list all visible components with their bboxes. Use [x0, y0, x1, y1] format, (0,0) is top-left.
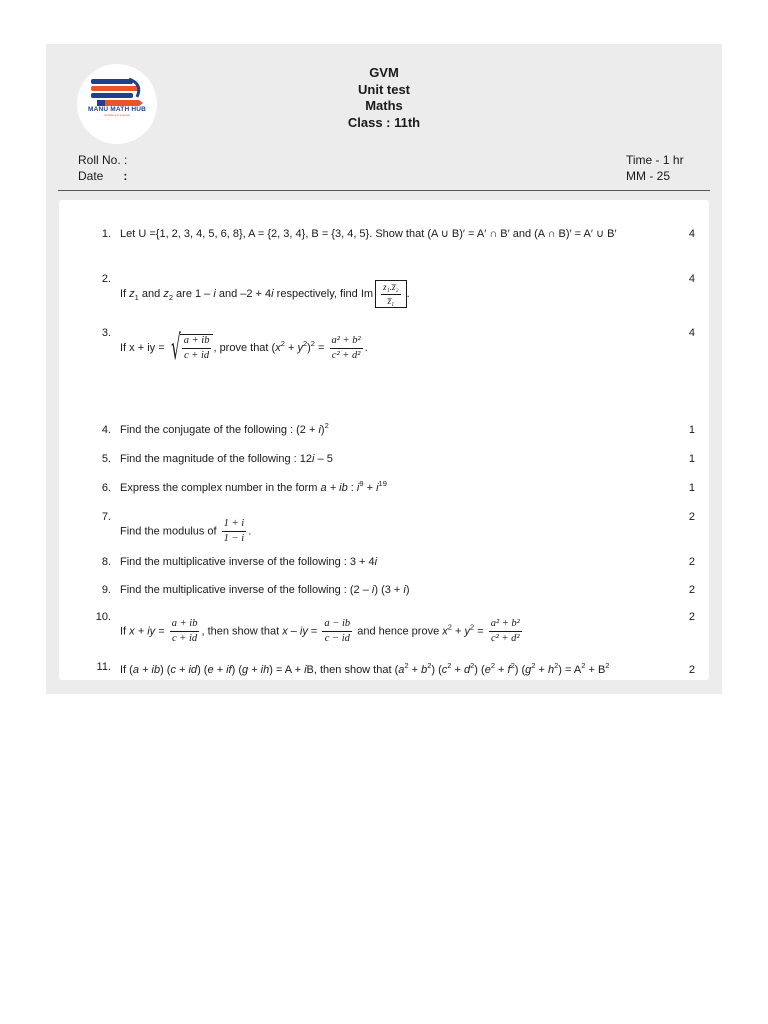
- question-number: 7.: [101, 511, 111, 523]
- date-label: Date: [78, 169, 104, 183]
- question-number: 4.: [101, 424, 111, 436]
- question-number: 9.: [101, 584, 111, 596]
- exam-meta: [626, 152, 684, 184]
- question-marks: 2: [688, 556, 695, 568]
- question-marks: 1: [688, 453, 695, 465]
- question-marks: 2: [688, 611, 695, 623]
- square-root: √ $\frac{a + ib}{c + id}$: [171, 334, 214, 362]
- roll-label: Roll No. :: [78, 153, 128, 167]
- time-allowed: Time - 1 hr: [626, 153, 684, 167]
- question-number: 1.: [101, 228, 111, 240]
- question-text: Find the multiplicative inverse of the following : (2 – i) (3 + i): [120, 584, 410, 596]
- school-name: GVM: [369, 65, 399, 80]
- question-text: If x + iy = $\frac{a + ib}{c + id}$ , then show that x – iy = $\frac{a - ib}{c - id}$ and hence prove $x^2 + y^2$ = $\frac{\text{a² + b²}}{\text{c² + d²}}$: [120, 618, 520, 644]
- fraction: $\frac{1 + i}{1 - i}$: [223, 518, 245, 544]
- question-number: 6.: [101, 482, 111, 494]
- question-marks: 2: [688, 511, 695, 523]
- test-sheet: [46, 44, 722, 694]
- question-text: Find the modulus of $\frac{1 + i}{1 - i}$ .: [120, 518, 252, 544]
- test-name: Unit test: [358, 81, 410, 97]
- header-divider: [58, 190, 710, 191]
- question-marks: 2: [688, 584, 695, 596]
- fraction: $\frac{a - ib}{c - id}$: [324, 618, 351, 644]
- subject-name: Maths: [365, 98, 403, 113]
- exam-header: [284, 65, 484, 131]
- question-number: 11.: [96, 661, 111, 673]
- logo-tagline: we believe in progress: [104, 114, 130, 117]
- question-text: If x + iy = √ $\frac{a + ib}{c + id}$ , prove that $(x^2 + y^2)^2$ = $\frac{\text{a² + b²}}{\text{c² + d²}}$ .: [120, 328, 368, 368]
- question-text: If $z_1$ and $z_2$ are 1 – i and –2 + 4i respectively, find Im $\frac{\text{z₁.z̅₂}}{\text{z̅₁}}$ .: [120, 282, 410, 306]
- question-number: 3.: [101, 327, 111, 339]
- date-colon: :: [123, 169, 128, 183]
- question-marks: 1: [688, 424, 695, 436]
- question-text: Find the conjugate of the following : $(2 + i)^2$: [120, 421, 329, 436]
- fraction: $\frac{\text{a² + b²}}{\text{c² + d²}}$: [331, 334, 361, 361]
- question-text: Let U ={1, 2, 3, 4, 5, 6, 8}, A = {2, 3, 4}, B = {3, 4, 5}. Show that (A ∪ B)′ = A′ ∩ B′ and (A ∩ B)′ = A′ ∪ B′: [120, 228, 617, 240]
- question-number: 2.: [101, 273, 111, 285]
- fraction: $\frac{\text{z₁.z̅₂}}{\text{z̅₁}}$: [383, 282, 399, 306]
- question-marks: 4: [688, 273, 695, 285]
- logo-emblem-icon: [77, 64, 157, 144]
- question-number: 8.: [101, 556, 111, 568]
- student-meta: [78, 152, 127, 184]
- question-text: Express the complex number in the form a + ib : $i^9 + i^{19}$: [120, 479, 387, 494]
- question-text: Find the magnitude of the following : 12i – 5: [120, 453, 333, 465]
- fraction: $\frac{\text{a² + b²}}{\text{c² + d²}}$: [490, 618, 520, 644]
- question-number: 5.: [101, 453, 111, 465]
- question-marks: 4: [688, 327, 695, 339]
- logo: [77, 64, 157, 144]
- fraction: $\frac{a + ib}{c + id}$: [171, 618, 198, 644]
- question-text: Find the multiplicative inverse of the following : 3 + 4i: [120, 556, 378, 568]
- question-text: If (a + ib) (c + id) (e + if) (g + ih) = A + iB, then show that $(a^2 + b^2) (c^2 + d^2) (e^2 + f^2) (g^2 + h^2) = A^2 + B^2$: [120, 661, 610, 676]
- question-number: 10.: [95, 611, 111, 623]
- im-bracket: [375, 280, 407, 308]
- question-marks: 1: [688, 482, 695, 494]
- question-marks: 2: [688, 664, 695, 676]
- questions-panel: [59, 200, 709, 680]
- maximum-marks: MM - 25: [626, 169, 671, 183]
- question-marks: 4: [688, 228, 695, 240]
- logo-name: MANU MATH HUB: [87, 106, 147, 113]
- class-line: Class : 11th: [347, 114, 421, 130]
